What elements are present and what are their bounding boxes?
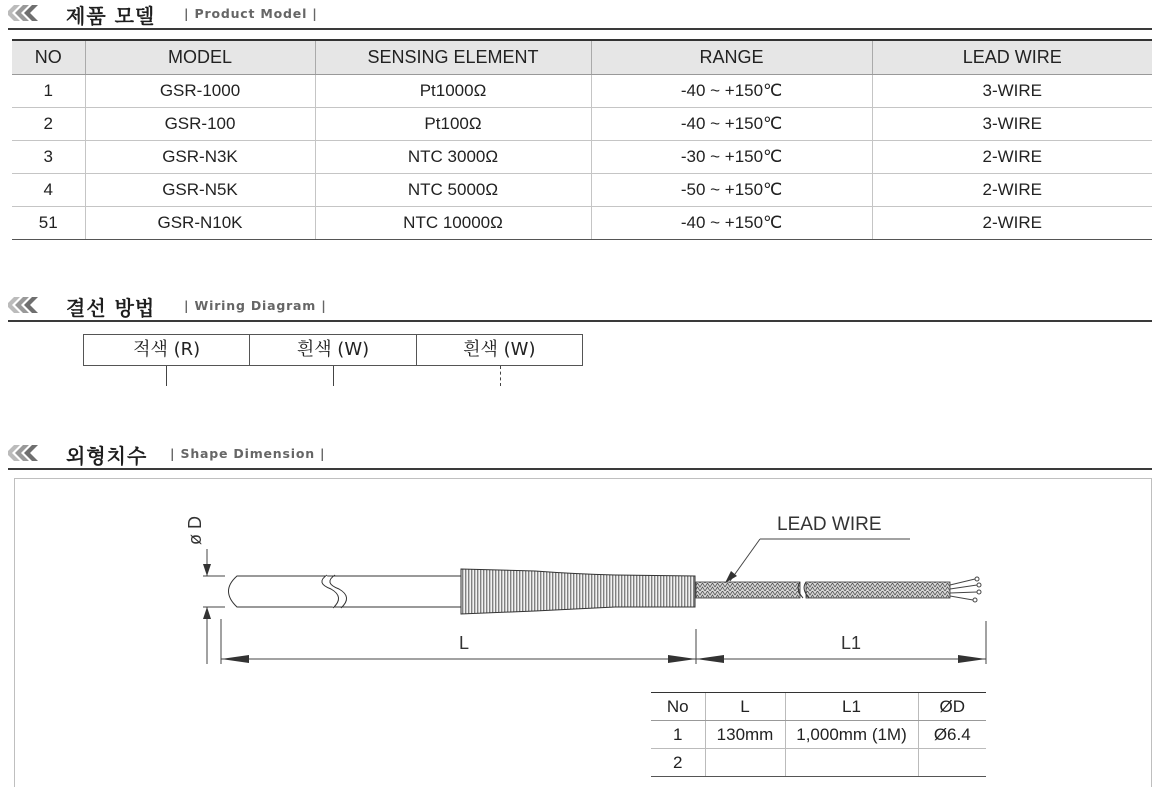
section-title-en: | Product Model | xyxy=(184,6,318,21)
table-cell: 3 xyxy=(12,140,85,173)
section-title-en: | Wiring Diagram | xyxy=(184,298,327,313)
table-cell: Ø6.4 xyxy=(918,721,986,749)
table-row xyxy=(651,749,986,777)
section-header-product xyxy=(8,0,1152,30)
table-cell: 2-WIRE xyxy=(872,173,1152,206)
table-cell: -50 ~ +150℃ xyxy=(591,173,872,206)
column-header: L xyxy=(705,693,785,721)
table-row xyxy=(12,74,1152,107)
table-cell: 3-WIRE xyxy=(872,107,1152,140)
table-cell: 1 xyxy=(12,74,85,107)
wire-label-red: 적색 (R) xyxy=(133,339,201,360)
table-cell: NTC 10000Ω xyxy=(315,206,591,239)
column-header: NO xyxy=(12,40,85,74)
table-cell: 3-WIRE xyxy=(872,74,1152,107)
table-header-row xyxy=(12,40,1152,74)
wire-label-white: 흰색 (W) xyxy=(416,335,582,365)
chevron-icon xyxy=(8,295,48,315)
column-header: No xyxy=(651,693,705,721)
chevron-icon xyxy=(8,3,48,23)
table-row xyxy=(12,107,1152,140)
table-row xyxy=(12,173,1152,206)
column-header: L1 xyxy=(785,693,918,721)
product-model-table xyxy=(12,39,1152,240)
table-cell xyxy=(918,749,986,777)
table-cell: GSR-N5K xyxy=(85,173,315,206)
wiring-diagram xyxy=(83,334,583,366)
table-row xyxy=(12,206,1152,239)
table-cell: 130mm xyxy=(705,721,785,749)
table-cell: 2 xyxy=(12,107,85,140)
table-cell: 51 xyxy=(12,206,85,239)
table-cell: 1,000mm (1M) xyxy=(785,721,918,749)
dimension-table xyxy=(651,692,986,777)
table-cell: 2-WIRE xyxy=(872,206,1152,239)
table-cell: Pt1000Ω xyxy=(315,74,591,107)
table-cell: GSR-1000 xyxy=(85,74,315,107)
wire-line xyxy=(166,366,167,386)
l1-dimension-label: L1 xyxy=(841,633,862,653)
column-header: ØD xyxy=(918,693,986,721)
column-header: RANGE xyxy=(591,40,872,74)
section-header-wiring xyxy=(8,292,1152,322)
table-cell xyxy=(785,749,918,777)
table-cell xyxy=(705,749,785,777)
wire-label-white: 흰색 (W) xyxy=(249,335,415,365)
l-dimension-label: L xyxy=(459,633,470,653)
table-cell: GSR-N10K xyxy=(85,206,315,239)
section-title-ko: 결선 방법 xyxy=(66,296,156,320)
column-header: MODEL xyxy=(85,40,315,74)
chevron-icon xyxy=(8,443,48,463)
section-header-shape xyxy=(8,440,1152,470)
table-cell: Pt100Ω xyxy=(315,107,591,140)
table-cell: -40 ~ +150℃ xyxy=(591,107,872,140)
table-cell: 2 xyxy=(651,749,705,777)
section-title-ko: 외형치수 xyxy=(66,444,148,468)
column-header: SENSING ELEMENT xyxy=(315,40,591,74)
table-cell: 2-WIRE xyxy=(872,140,1152,173)
table-cell: GSR-100 xyxy=(85,107,315,140)
table-cell: -40 ~ +150℃ xyxy=(591,206,872,239)
table-row xyxy=(651,721,986,749)
table-cell: NTC 5000Ω xyxy=(315,173,591,206)
table-cell: GSR-N3K xyxy=(85,140,315,173)
lead-wire-label: LEAD WIRE xyxy=(777,514,882,535)
phi-d-label: ø D xyxy=(185,516,205,545)
wire-line-dashed xyxy=(500,366,501,386)
section-title-en: | Shape Dimension | xyxy=(170,446,326,461)
section-title-ko: 제품 모델 xyxy=(66,4,156,28)
table-cell: NTC 3000Ω xyxy=(315,140,591,173)
table-cell: -30 ~ +150℃ xyxy=(591,140,872,173)
table-row xyxy=(12,140,1152,173)
table-cell: 1 xyxy=(651,721,705,749)
column-header: LEAD WIRE xyxy=(872,40,1152,74)
wire-line xyxy=(333,366,334,386)
table-cell: -40 ~ +150℃ xyxy=(591,74,872,107)
table-cell: 4 xyxy=(12,173,85,206)
table-header-row xyxy=(651,693,986,721)
